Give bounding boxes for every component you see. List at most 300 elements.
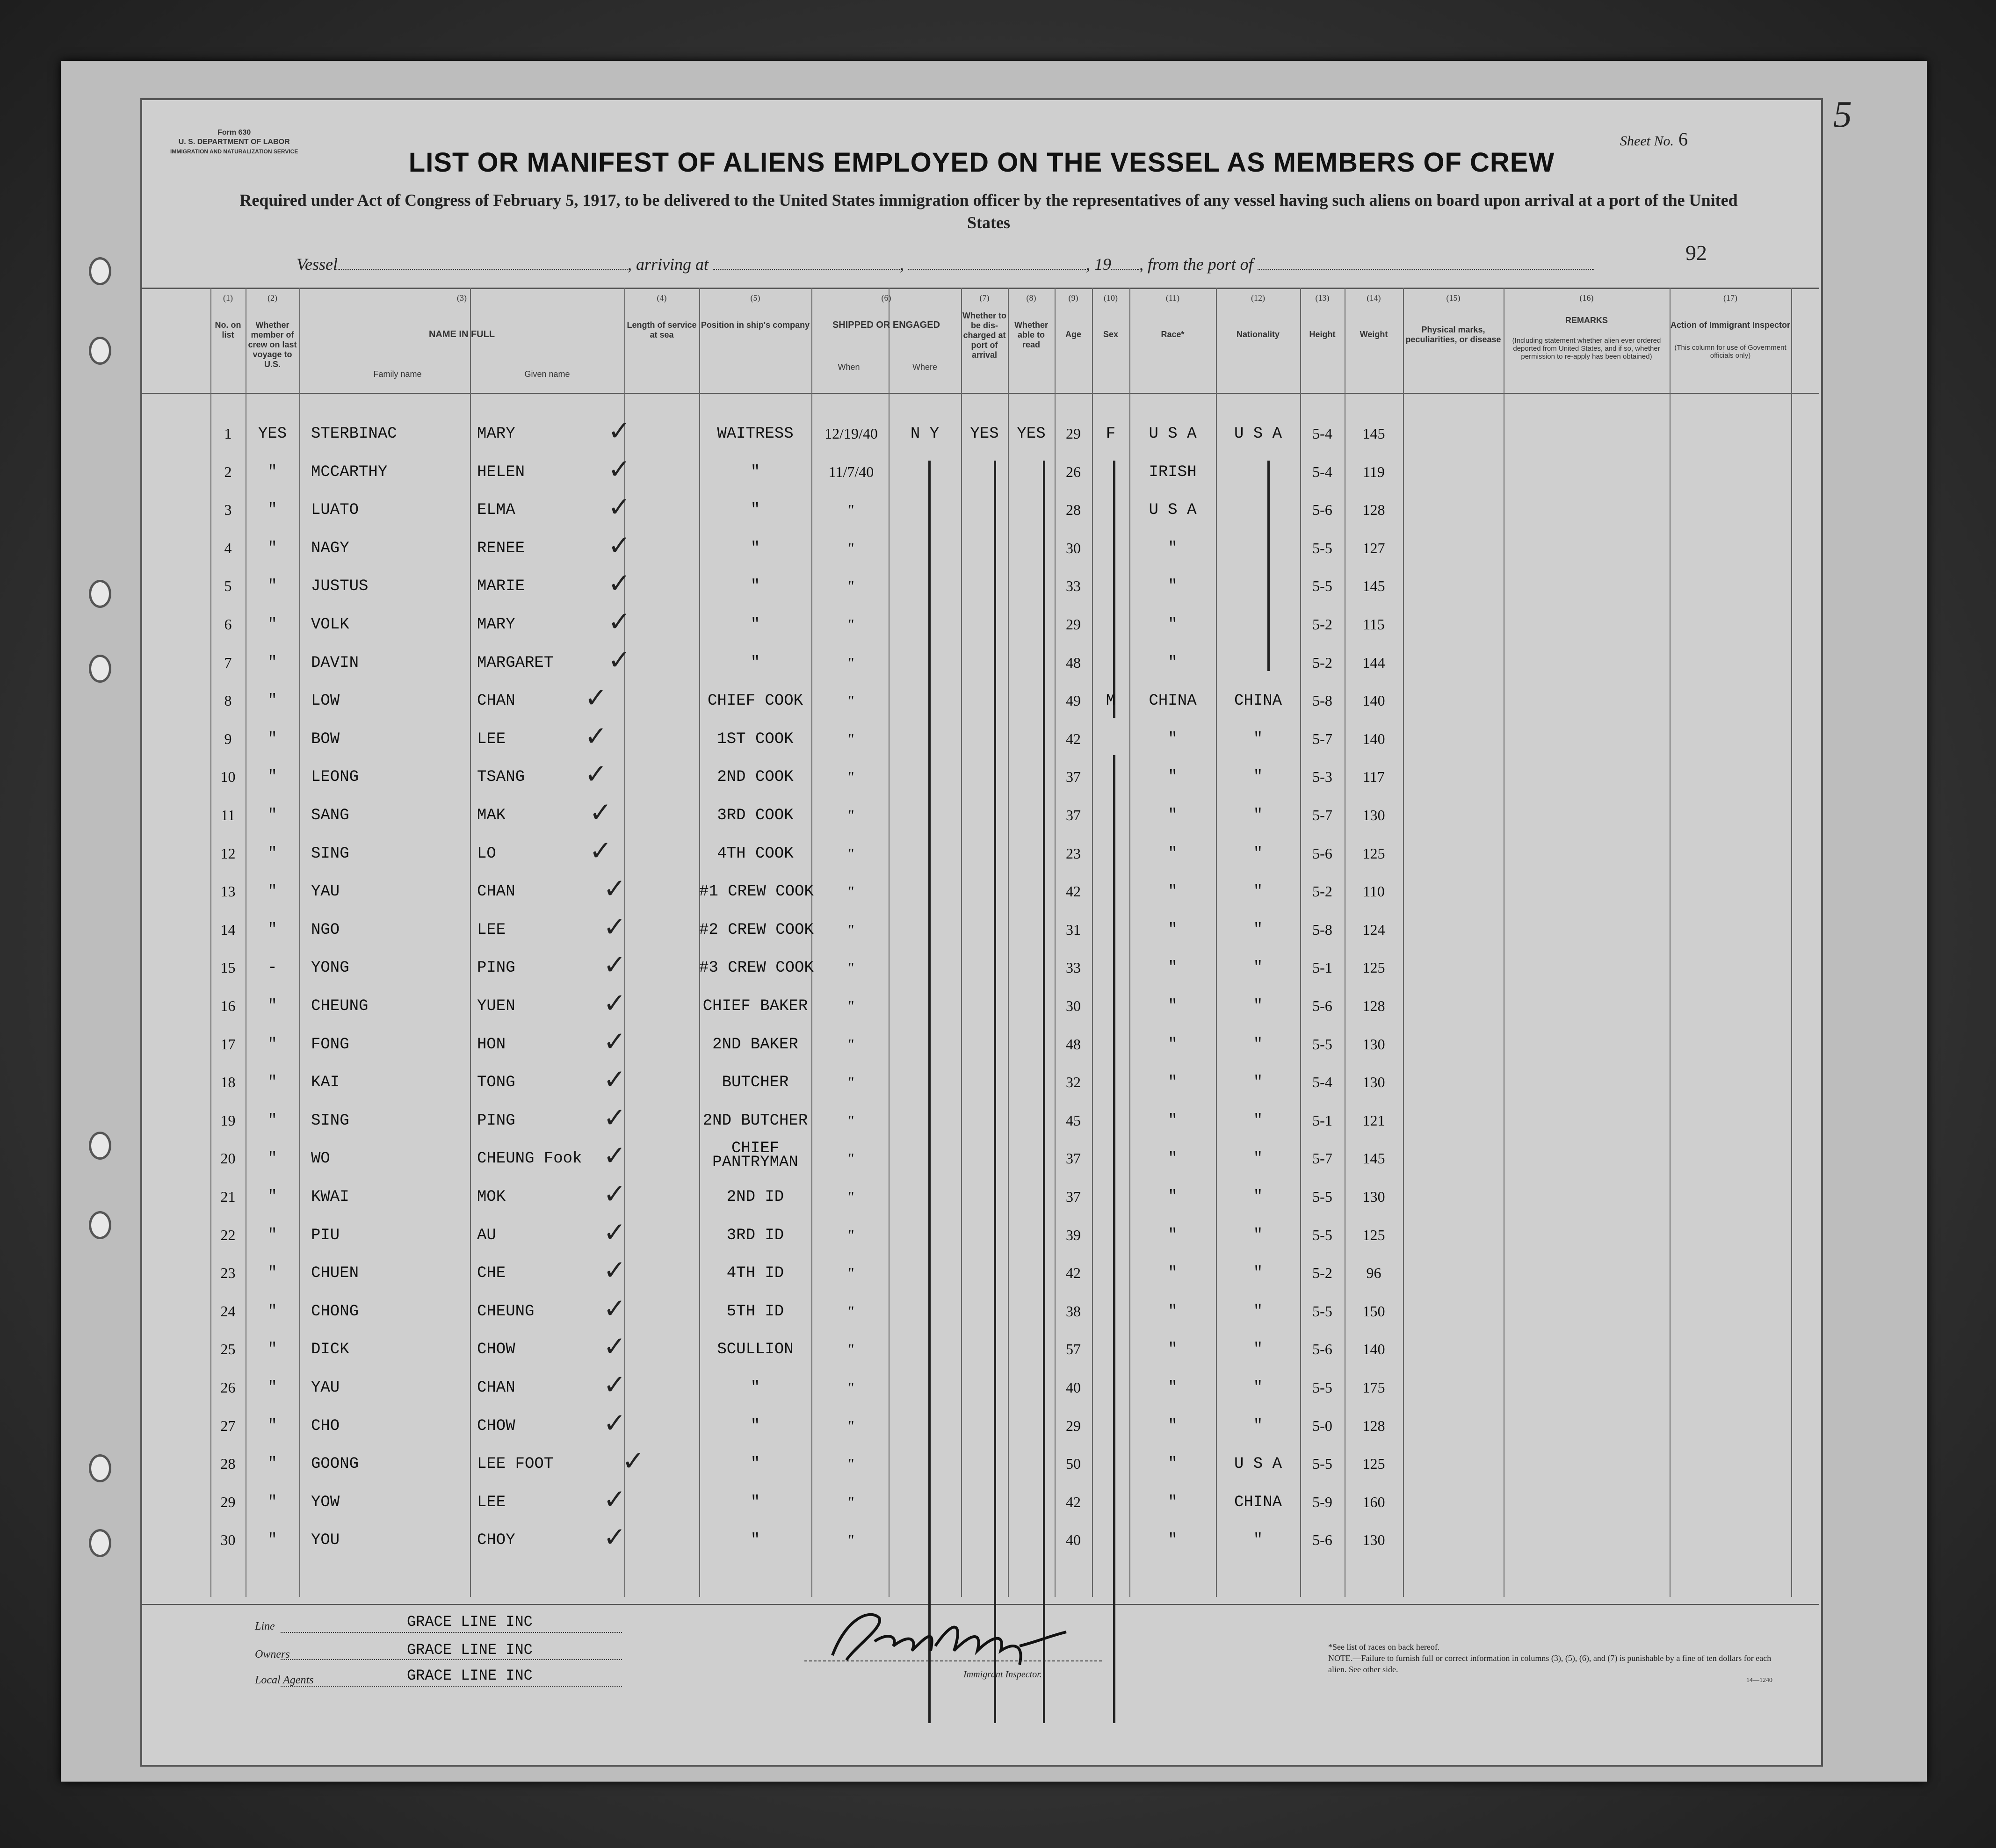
shipped-when-cell: " (848, 1112, 854, 1129)
check-mark-icon: ✓ (585, 682, 607, 714)
weight-cell: 160 (1362, 1493, 1385, 1510)
check-mark-icon: ✓ (589, 834, 612, 866)
col-header: Height (1309, 330, 1336, 339)
row-number-cell: 18 (220, 1074, 236, 1091)
height-cell: 5-5 (1312, 1188, 1332, 1205)
race-cell: " (1168, 616, 1178, 634)
family-name-cell: YAU (311, 1379, 340, 1397)
nationality-cell: " (1253, 1264, 1263, 1283)
weight-cell: 119 (1363, 463, 1385, 480)
col-num: (17) (1723, 293, 1737, 303)
check-mark-icon: ✓ (603, 1178, 626, 1210)
height-cell: 5-2 (1312, 616, 1332, 633)
row-number-cell: 30 (220, 1531, 236, 1549)
weight-cell: 145 (1362, 1150, 1385, 1167)
family-name-cell: CHO (311, 1417, 340, 1435)
prev-voyage-cell: " (268, 578, 277, 596)
col-header: No. on list (215, 320, 241, 339)
position-cell: " (750, 463, 760, 481)
table-row (140, 491, 1819, 533)
family-name-cell: SING (311, 1112, 349, 1130)
table-row (140, 1140, 1819, 1182)
family-name-cell: KAI (311, 1074, 340, 1092)
given-name-cell: PING (477, 1112, 515, 1130)
family-name-cell: VOLK (311, 616, 349, 634)
shipped-when-cell: 12/19/40 (824, 425, 878, 442)
check-mark-icon: ✓ (603, 1140, 626, 1172)
table-row (140, 682, 1819, 724)
check-mark-icon: ✓ (608, 606, 631, 637)
age-cell: 50 (1066, 1455, 1081, 1473)
height-cell: 5-4 (1312, 1074, 1332, 1091)
nationality-cell: " (1253, 1035, 1263, 1054)
height-cell: 5-6 (1312, 997, 1332, 1014)
weight-cell: 110 (1363, 883, 1385, 900)
shipped-when-cell: " (848, 1074, 854, 1091)
race-cell: U S A (1149, 501, 1197, 520)
page-mark: 5 (1833, 94, 1852, 135)
col-num: (16) (1579, 293, 1594, 303)
given-name-cell: LEE (477, 921, 506, 939)
col-subheader: Family name (373, 369, 422, 379)
binder-hole (89, 1211, 111, 1239)
table-row (140, 1292, 1819, 1335)
given-name-cell: MARY (477, 616, 515, 634)
table-row (140, 1254, 1819, 1296)
table-row (140, 1330, 1819, 1372)
age-cell: 29 (1066, 616, 1081, 633)
position-cell: 3RD COOK (717, 807, 794, 824)
table-row (140, 987, 1819, 1029)
weight-cell: 130 (1362, 1035, 1385, 1053)
race-cell: " (1168, 1302, 1178, 1321)
family-name-cell: DICK (311, 1341, 349, 1359)
row-number-cell: 21 (220, 1188, 236, 1205)
family-name-cell: NGO (311, 921, 340, 939)
footer-agents-value: GRACE LINE INC (407, 1667, 533, 1684)
check-mark-icon: ✓ (603, 1292, 626, 1324)
given-name-cell: MAK (477, 807, 506, 824)
col-header: Action of Immigrant Inspector (1670, 320, 1791, 330)
given-name-cell: CHOW (477, 1341, 515, 1359)
family-name-cell: LOW (311, 692, 340, 710)
position-cell: 2ND BAKER (712, 1035, 798, 1054)
check-mark-icon: ✓ (608, 453, 631, 485)
given-name-cell: LO (477, 845, 496, 863)
col-num: (12) (1251, 293, 1265, 303)
weight-cell: 128 (1362, 1417, 1385, 1434)
prev-voyage-cell: " (268, 1302, 277, 1321)
given-name-cell: CHAN (477, 1379, 515, 1397)
age-cell: 28 (1066, 501, 1081, 519)
row-number-cell: 8 (224, 692, 232, 709)
shipped-when-cell: " (848, 1417, 854, 1434)
given-name-cell: RENEE (477, 539, 525, 557)
family-name-cell: LEONG (311, 768, 359, 787)
col-num: (10) (1104, 293, 1118, 303)
nationality-cell: " (1253, 1302, 1263, 1321)
col-num: (9) (1068, 293, 1078, 303)
age-cell: 48 (1066, 1035, 1081, 1053)
shipped-when-cell: 11/7/40 (828, 463, 874, 480)
weight-cell: 145 (1362, 578, 1385, 595)
weight-cell: 140 (1362, 692, 1385, 709)
row-number-cell: 17 (220, 1035, 236, 1053)
given-name-cell: LEE (477, 1493, 506, 1511)
nationality-cell: " (1253, 807, 1263, 824)
able-to-read-cell: YES (1017, 425, 1046, 443)
table-row (140, 453, 1819, 495)
prev-voyage-cell: " (268, 883, 277, 901)
height-cell: 5-0 (1312, 1417, 1332, 1434)
nationality-cell: " (1253, 1188, 1263, 1206)
prev-voyage-cell: " (268, 997, 277, 1015)
check-mark-icon: ✓ (603, 1369, 626, 1400)
weight-cell: 125 (1362, 1455, 1385, 1473)
age-cell: 57 (1066, 1341, 1081, 1358)
shipped-when-cell: " (848, 807, 854, 823)
discharged-cell: YES (970, 425, 999, 443)
race-cell: IRISH (1149, 463, 1197, 481)
weight-cell: 117 (1363, 768, 1385, 786)
age-cell: 26 (1066, 463, 1081, 480)
inspector-label: Immigrant Inspector. (963, 1669, 1042, 1680)
form-label: Form 630 U. S. DEPARTMENT OF LABOR IMMIGRATION AND NATURALIZATION SERVICE (170, 129, 298, 155)
height-cell: 5-5 (1312, 539, 1332, 556)
race-cell: U S A (1149, 425, 1197, 443)
height-cell: 5-8 (1312, 692, 1332, 709)
given-name-cell: CHAN (477, 692, 515, 710)
age-cell: 23 (1066, 845, 1081, 862)
col-num: (5) (750, 293, 760, 303)
height-cell: 5-6 (1312, 845, 1332, 862)
nationality-cell: CHINA (1234, 1493, 1282, 1511)
table-row (140, 1521, 1819, 1563)
race-cell: " (1168, 807, 1178, 824)
height-cell: 5-1 (1312, 959, 1332, 976)
position-cell: BUTCHER (722, 1074, 789, 1092)
check-mark-icon: ✓ (608, 567, 631, 599)
height-cell: 5-3 (1312, 768, 1332, 786)
position-cell: WAITRESS (717, 425, 794, 443)
prev-voyage-cell: " (268, 1417, 277, 1435)
prev-voyage-cell: " (268, 1035, 277, 1054)
table-row (140, 529, 1819, 571)
prev-voyage-cell: " (268, 1493, 277, 1511)
age-cell: 42 (1066, 1493, 1081, 1510)
position-cell: " (750, 1493, 760, 1511)
col-header: Position in ship's company (701, 320, 810, 330)
position-cell: 1ST COOK (717, 730, 794, 748)
row-number-cell: 14 (220, 921, 236, 938)
row-number-cell: 7 (224, 654, 232, 671)
shipped-when-cell: " (848, 1150, 854, 1167)
row-number-cell: 25 (220, 1341, 236, 1358)
col-header: Whether able to read (1014, 320, 1048, 349)
nationality-cell: " (1253, 1226, 1263, 1244)
position-cell: " (750, 616, 760, 634)
height-cell: 5-7 (1312, 730, 1332, 747)
family-name-cell: FONG (311, 1035, 349, 1054)
age-cell: 32 (1066, 1074, 1081, 1091)
height-cell: 5-7 (1312, 1150, 1332, 1167)
table-row (140, 796, 1819, 838)
weight-cell: 128 (1362, 997, 1385, 1014)
prev-voyage-cell: " (268, 1531, 277, 1550)
table-row (140, 1025, 1819, 1068)
row-number-cell: 28 (220, 1455, 236, 1473)
nationality-cell: " (1253, 1531, 1263, 1550)
nationality-cell: CHINA (1234, 692, 1282, 710)
binder-hole (89, 1132, 111, 1160)
position-cell: 5TH ID (726, 1302, 784, 1321)
table-row (140, 1178, 1819, 1220)
given-name-cell: CHOW (477, 1417, 515, 1435)
position-cell: " (750, 1379, 760, 1397)
position-cell: " (750, 654, 760, 672)
table-row (140, 415, 1819, 457)
prev-voyage-cell: YES (258, 425, 287, 443)
prev-voyage-cell: - (268, 959, 277, 977)
weight-cell: 96 (1366, 1264, 1381, 1282)
race-cell: " (1168, 1493, 1178, 1511)
weight-cell: 150 (1362, 1302, 1385, 1320)
age-cell: 29 (1066, 1417, 1081, 1434)
age-cell: 31 (1066, 921, 1081, 938)
family-name-cell: GOONG (311, 1455, 359, 1473)
col-header: Physical marks, peculiarities, or disease (1405, 325, 1501, 344)
race-cell: " (1168, 654, 1178, 672)
table-row (140, 949, 1819, 991)
footnote: *See list of races on back hereof. NOTE.—Failure to furnish full or correct information in columns (3), (5), (6), and (7) is punishable by a fine of ten dollars for each alien. See other side. 14—1240 (1328, 1642, 1772, 1684)
col-num: (3) (457, 293, 467, 303)
row-number-cell: 29 (220, 1493, 236, 1510)
given-name-cell: CHEUNG Fook (477, 1150, 582, 1168)
footer-line-value: GRACE LINE INC (407, 1613, 533, 1631)
position-cell: #3 CREW COOK (699, 959, 814, 977)
table-row (140, 1216, 1819, 1258)
given-name-cell: CHOY (477, 1531, 515, 1550)
position-cell: CHIEF BAKER (702, 997, 808, 1015)
shipped-when-cell: " (848, 1531, 854, 1549)
binder-hole (89, 257, 111, 285)
family-name-cell: SING (311, 845, 349, 863)
shipped-when-cell: " (848, 921, 854, 938)
check-mark-icon: ✓ (603, 873, 626, 905)
age-cell: 37 (1066, 768, 1081, 786)
weight-cell: 140 (1362, 1341, 1385, 1358)
family-name-cell: JUSTUS (311, 578, 369, 596)
table-row (140, 643, 1819, 686)
shipped-when-cell: " (848, 1379, 854, 1396)
position-cell: 2ND COOK (717, 768, 794, 787)
height-cell: 5-8 (1312, 921, 1332, 938)
shipped-when-cell: " (848, 1493, 854, 1510)
race-cell: " (1168, 845, 1178, 863)
row-number-cell: 23 (220, 1264, 236, 1282)
nationality-cell: " (1253, 730, 1263, 748)
age-cell: 40 (1066, 1531, 1081, 1549)
position-cell: " (750, 1455, 760, 1473)
crew-table (140, 288, 1819, 1597)
row-number-cell: 11 (221, 807, 235, 823)
binder-hole (89, 1529, 111, 1557)
race-cell: " (1168, 1417, 1178, 1435)
row-number-cell: 26 (220, 1379, 236, 1396)
prev-voyage-cell: " (268, 1341, 277, 1359)
prev-voyage-cell: " (268, 1074, 277, 1092)
row-number-cell: 6 (224, 616, 232, 633)
age-cell: 37 (1066, 1188, 1081, 1205)
row-number-cell: 24 (220, 1302, 236, 1320)
row-number-cell: 20 (220, 1150, 236, 1167)
weight-cell: 175 (1362, 1379, 1385, 1396)
check-mark-icon: ✓ (603, 1483, 626, 1515)
family-name-cell: KWAI (311, 1188, 349, 1206)
race-cell: " (1168, 1226, 1178, 1244)
col-num: (4) (657, 293, 667, 303)
height-cell: 5-1 (1312, 1112, 1332, 1129)
race-cell: " (1168, 883, 1178, 901)
age-cell: 37 (1066, 1150, 1081, 1167)
check-mark-icon: ✓ (603, 987, 626, 1019)
row-number-cell: 16 (220, 997, 236, 1014)
given-name-cell: HELEN (477, 463, 525, 481)
height-cell: 5-6 (1312, 1341, 1332, 1358)
given-name-cell: LEE (477, 730, 506, 748)
footer-line-label: Line (255, 1620, 275, 1632)
row-number-cell: 5 (224, 578, 232, 595)
nationality-cell: " (1253, 1150, 1263, 1168)
prev-voyage-cell: " (268, 1226, 277, 1244)
age-cell: 42 (1066, 730, 1081, 747)
family-name-cell: CHONG (311, 1302, 359, 1321)
given-name-cell: HON (477, 1035, 506, 1054)
table-row (140, 873, 1819, 915)
col-subheader: Where (912, 362, 937, 372)
position-cell: CHIEF PANTRYMAN (712, 1140, 798, 1172)
race-cell: " (1168, 1035, 1178, 1054)
col-header: Nationality (1236, 330, 1280, 339)
prev-voyage-cell: " (268, 1455, 277, 1473)
table-row (140, 1483, 1819, 1525)
position-cell: 4TH ID (726, 1264, 784, 1283)
nationality-cell: " (1253, 1379, 1263, 1397)
sex-cell: M (1106, 692, 1116, 710)
nationality-cell: " (1253, 921, 1263, 939)
binder-hole (89, 580, 111, 608)
row-number-cell: 2 (224, 463, 232, 480)
race-cell: " (1168, 997, 1178, 1015)
race-cell: " (1168, 578, 1178, 596)
col-num: (15) (1446, 293, 1461, 303)
age-cell: 38 (1066, 1302, 1081, 1320)
col-header: NAME IN FULL (428, 329, 495, 339)
check-mark-icon: ✓ (608, 415, 631, 447)
check-mark-icon: ✓ (603, 910, 626, 943)
row-number-cell: 19 (220, 1112, 236, 1129)
family-name-cell: YONG (311, 959, 349, 977)
height-cell: 5-5 (1312, 1302, 1332, 1320)
position-cell: #2 CREW COOK (699, 921, 814, 939)
age-cell: 39 (1066, 1226, 1081, 1243)
given-name-cell: MARY (477, 425, 515, 443)
shipped-when-cell: " (848, 1035, 854, 1053)
footer-owners-value: GRACE LINE INC (407, 1641, 533, 1659)
age-cell: 42 (1066, 883, 1081, 900)
weight-cell: 125 (1362, 845, 1385, 862)
weight-cell: 115 (1363, 616, 1385, 633)
shipped-when-cell: " (848, 845, 854, 862)
footer-owners-label: Owners (255, 1648, 290, 1660)
col-subheader: (Including statement whether alien ever ordered deported from United States, and if so, whether permission to re-apply has been obtained) (1512, 337, 1661, 361)
shipped-when-cell: " (848, 501, 854, 519)
col-header: Sex (1103, 330, 1119, 339)
footer-agents-label: Local Agents (255, 1674, 314, 1686)
race-cell: " (1168, 921, 1178, 939)
race-cell: " (1168, 1379, 1178, 1397)
check-mark-icon: ✓ (585, 758, 607, 790)
family-name-cell: CHUEN (311, 1264, 359, 1283)
height-cell: 5-4 (1312, 425, 1332, 442)
weight-cell: 130 (1362, 807, 1385, 823)
col-header: SHIPPED OR ENGAGED (832, 320, 940, 330)
prev-voyage-cell: " (268, 616, 277, 634)
shipped-when-cell: " (848, 1341, 854, 1358)
family-name-cell: MCCARTHY (311, 463, 388, 481)
given-name-cell: MARGARET (477, 654, 554, 672)
check-mark-icon: ✓ (603, 1216, 626, 1248)
col-subheader: (This column for use of Government officials only) (1674, 344, 1786, 360)
prev-voyage-cell: " (268, 768, 277, 787)
shipped-when-cell: " (848, 883, 854, 900)
prev-voyage-cell: " (268, 1264, 277, 1283)
shipped-when-cell: " (848, 654, 854, 671)
shipped-when-cell: " (848, 730, 854, 747)
nationality-cell: " (1253, 1417, 1263, 1435)
weight-cell: 130 (1362, 1188, 1385, 1205)
check-mark-icon: ✓ (603, 1063, 626, 1096)
family-name-cell: LUATO (311, 501, 359, 520)
table-row (140, 567, 1819, 609)
sex-cell: F (1106, 425, 1116, 443)
position-cell: " (750, 578, 760, 596)
row-number-cell: 4 (224, 539, 232, 556)
subtitle: Required under Act of Congress of February 5, 1917, to be delivered to the United States immigration officer by the representatives of any vessel having such aliens on board upon arrival at a port of the United States (239, 191, 1738, 232)
col-num: (2) (268, 293, 277, 303)
col-header: Length of service at sea (627, 320, 697, 339)
prev-voyage-cell: " (268, 807, 277, 824)
binder-hole (89, 655, 111, 683)
check-mark-icon: ✓ (585, 720, 607, 752)
family-name-cell: PIU (311, 1226, 340, 1244)
check-mark-icon: ✓ (603, 1025, 626, 1057)
given-name-cell: ELMA (477, 501, 515, 520)
prev-voyage-cell: " (268, 921, 277, 939)
height-cell: 5-4 (1312, 463, 1332, 480)
row-number-cell: 10 (220, 768, 236, 786)
race-cell: CHINA (1149, 692, 1197, 710)
check-mark-icon: ✓ (622, 1445, 645, 1477)
given-name-cell: AU (477, 1226, 496, 1244)
family-name-cell: SANG (311, 807, 349, 824)
race-cell: " (1168, 959, 1178, 977)
given-name-cell: TSANG (477, 768, 525, 787)
weight-cell: 140 (1362, 730, 1385, 747)
race-cell: " (1168, 539, 1178, 557)
weight-cell: 125 (1362, 1226, 1385, 1243)
race-cell: " (1168, 1188, 1178, 1206)
